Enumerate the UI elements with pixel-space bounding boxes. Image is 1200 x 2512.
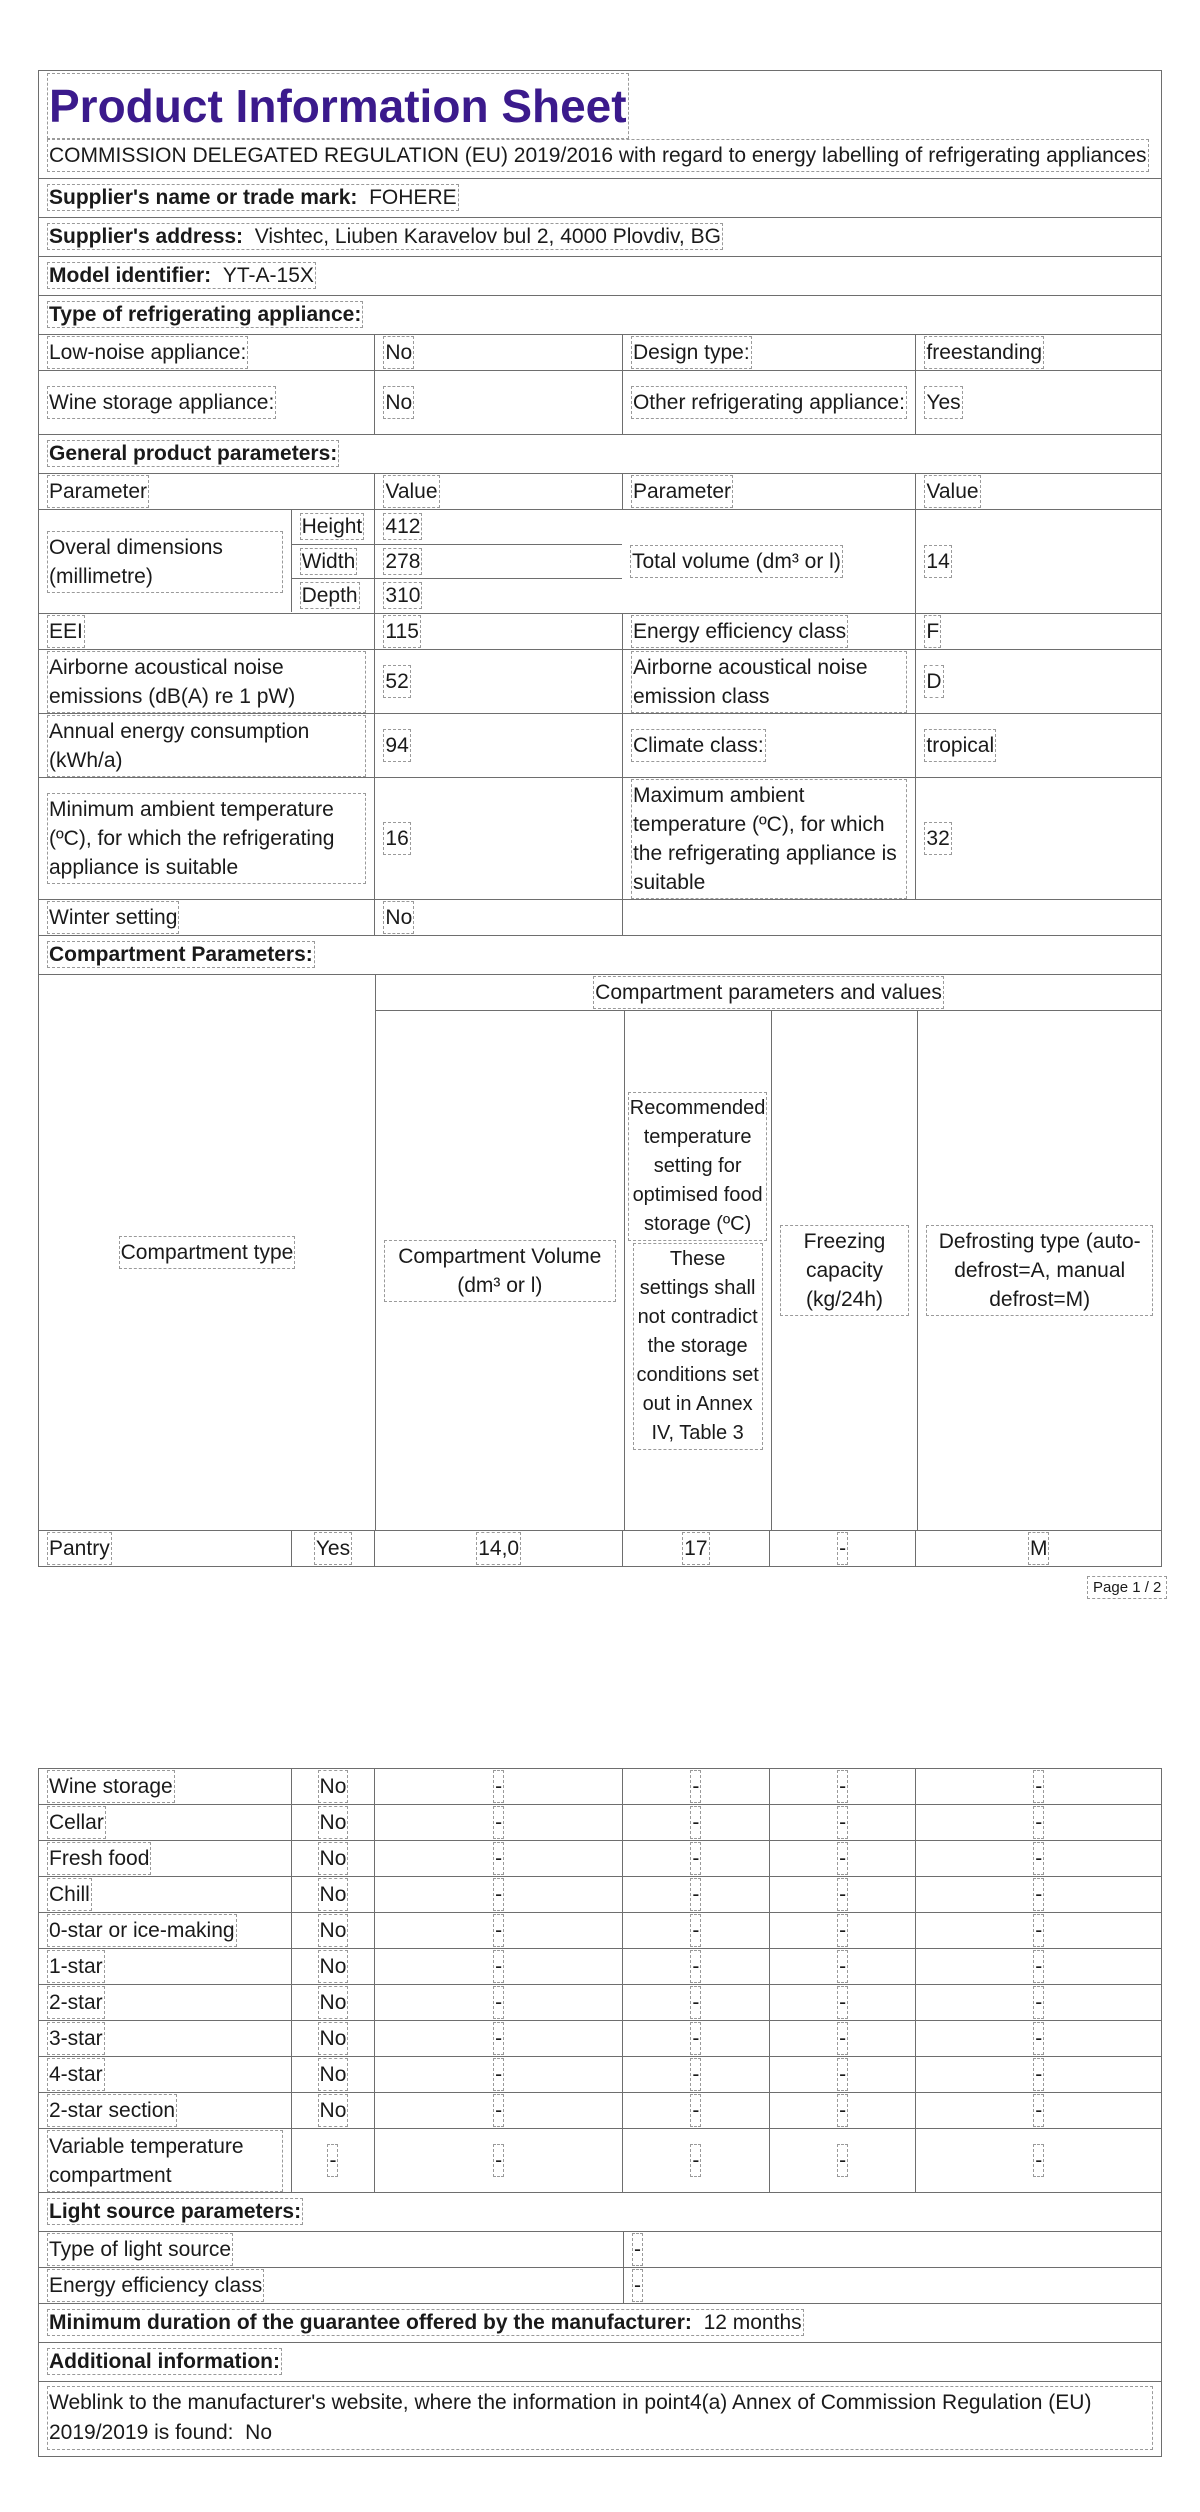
compartment-present: No	[320, 2060, 347, 2089]
compartment-type: 3-star	[49, 2024, 103, 2053]
depth-label: Depth	[301, 584, 358, 607]
compartment-temp: -	[692, 2096, 699, 2125]
compartment-freezing: -	[839, 2096, 846, 2125]
compartment-defrost: -	[1035, 1988, 1042, 2017]
col-parameter: Parameter	[49, 477, 147, 506]
col-temp-b: These settings shall not contradict the storage conditions set out in Annex IV, Table 3	[635, 1245, 761, 1448]
col-volume: Compartment Volume (dm³ or l)	[386, 1242, 614, 1300]
max-temp-label: Maximum ambient temperature (ºC), for which the refrigerating appliance is suitable	[633, 781, 905, 897]
compartment-volume: -	[495, 1844, 502, 1873]
annual-energy-label: Annual energy consumption (kWh/a)	[49, 717, 364, 775]
compartment-defrost: -	[1035, 1952, 1042, 1981]
general-header-row	[39, 474, 1161, 510]
compartment-type: 4-star	[49, 2060, 103, 2089]
energy-class-value: F	[926, 617, 939, 646]
winter-setting-row	[39, 900, 1161, 936]
model-label: Model identifier:	[49, 264, 212, 287]
compartment-type: 2-star	[49, 1988, 103, 2017]
wine-storage-row	[39, 371, 1161, 435]
compartment-present: No	[320, 2096, 347, 2125]
compartment-present: -	[329, 2146, 336, 2175]
noise-row	[39, 650, 1161, 714]
design-type-value: freestanding	[926, 338, 1042, 367]
page-title: Product Information Sheet	[49, 75, 627, 137]
compartment-type: 0-star or ice-making	[49, 1916, 235, 1945]
compartment-volume: -	[495, 1808, 502, 1837]
supplier-name-label: Supplier's name or trade mark:	[49, 186, 358, 209]
supplier-address-value: Vishtec, Liuben Karavelov bul 2, 4000 Plovdiv, BG	[254, 225, 721, 248]
dimensions-label: Overal dimensions (millimetre)	[49, 533, 281, 591]
other-appliance-label: Other refrigerating appliance:	[633, 388, 905, 417]
guarantee-label: Minimum duration of the guarantee offered by the manufacturer:	[49, 2311, 692, 2334]
table-row	[39, 2057, 1161, 2093]
ambient-temp-row	[39, 778, 1161, 900]
compartment-present: No	[320, 1988, 347, 2017]
compartment-volume: -	[495, 2024, 502, 2053]
width-label: Width	[301, 550, 356, 573]
compartment-temp: -	[692, 1952, 699, 1981]
additional-heading: Additional information:	[49, 2350, 280, 2373]
table-row	[39, 2021, 1161, 2057]
compartment-temp: 17	[684, 1534, 707, 1563]
light-class-value: -	[634, 2271, 641, 2300]
compartment-type: Wine storage	[49, 1772, 173, 1801]
compartment-temp: -	[692, 2060, 699, 2089]
compartment-defrost: -	[1035, 1844, 1042, 1873]
compartment-volume: -	[495, 1952, 502, 1981]
compartment-defrost: -	[1035, 1916, 1042, 1945]
regulation-text: COMMISSION DELEGATED REGULATION (EU) 2019/2016 with regard to energy labelling of refrigerating appliances	[49, 141, 1147, 170]
compartment-freezing: -	[839, 2024, 846, 2053]
compartment-freezing: -	[839, 1916, 846, 1945]
general-heading-row	[39, 435, 1161, 474]
col-value: Value	[385, 477, 437, 506]
weblink-text: Weblink to the manufacturer's website, where the information in point4(a) Annex of Commission Regulation (EU) 2019/2019 is found:	[49, 2391, 1092, 2444]
compartment-freezing: -	[839, 1534, 846, 1563]
wine-storage-value: No	[385, 388, 412, 417]
height-label: Height	[301, 515, 363, 538]
light-type-label: Type of light source	[49, 2235, 231, 2264]
light-heading: Light source parameters:	[49, 2200, 302, 2223]
info-sheet-page-1	[38, 70, 1162, 1567]
table-row	[39, 1913, 1161, 1949]
compartment-freezing: -	[839, 1772, 846, 1801]
col-parameter-2: Parameter	[633, 477, 731, 506]
col-freezing: Freezing capacity (kg/24h)	[782, 1227, 908, 1314]
col-value-2: Value	[926, 477, 978, 506]
compartment-temp: -	[692, 1808, 699, 1837]
model-value: YT-A-15X	[222, 264, 314, 287]
compartment-present: No	[320, 1844, 347, 1873]
general-heading: General product parameters:	[49, 442, 338, 465]
compartment-present: No	[320, 1772, 347, 1801]
compartment-defrost: -	[1035, 2096, 1042, 2125]
low-noise-row	[39, 335, 1161, 371]
compartment-present: No	[320, 2024, 347, 2053]
compartment-type: Fresh food	[49, 1844, 149, 1873]
table-row	[39, 2093, 1161, 2129]
compartment-type: Pantry	[49, 1534, 110, 1563]
max-temp-value: 32	[926, 824, 949, 853]
depth-value: 310	[385, 584, 421, 607]
table-row	[39, 1805, 1161, 1841]
light-type-value: -	[634, 2235, 641, 2264]
col-temp-a: Recommended temperature setting for optimised food storage (ºC)	[630, 1094, 766, 1239]
design-type-label: Design type:	[633, 338, 750, 367]
compartment-temp: -	[692, 1844, 699, 1873]
total-volume-label: Total volume (dm³ or l)	[632, 547, 841, 576]
compartment-freezing: -	[839, 2146, 846, 2175]
compartment-volume: -	[495, 2146, 502, 2175]
supplier-name-row	[39, 179, 1161, 218]
min-temp-value: 16	[385, 824, 408, 853]
dimensions-row	[39, 510, 1161, 614]
compartment-type: Variable temperature compartment	[49, 2132, 281, 2190]
total-volume-value: 14	[926, 547, 949, 576]
weblink-row	[39, 2382, 1161, 2457]
noise-label: Airborne acoustical noise emissions (dB(A) re 1 pW)	[49, 653, 364, 711]
annual-energy-row	[39, 714, 1161, 778]
table-row	[39, 2129, 1161, 2193]
compartment-defrost: -	[1035, 2060, 1042, 2089]
eei-value: 115	[385, 617, 418, 646]
compartment-volume: -	[495, 1988, 502, 2017]
width-value: 278	[385, 550, 421, 573]
compartment-freezing: -	[839, 1952, 846, 1981]
climate-class-label: Climate class:	[633, 731, 764, 760]
compartment-temp: -	[692, 1916, 699, 1945]
compartment-present: No	[320, 1916, 347, 1945]
additional-heading-row	[39, 2343, 1161, 2382]
compartment-defrost: -	[1035, 1880, 1042, 1909]
compartment-defrost: M	[1030, 1534, 1048, 1563]
table-row	[39, 1769, 1161, 1805]
compartment-header-row	[39, 975, 1161, 1531]
annual-energy-value: 94	[385, 731, 408, 760]
supplier-address-label: Supplier's address:	[49, 225, 244, 248]
compartment-type: 1-star	[49, 1952, 103, 1981]
compartment-defrost: -	[1035, 1772, 1042, 1801]
noise-class-value: D	[926, 667, 941, 696]
light-class-label: Energy efficiency class	[49, 2271, 262, 2300]
compartment-heading-row	[39, 936, 1161, 975]
eei-row	[39, 614, 1161, 650]
climate-class-value: tropical	[926, 731, 994, 760]
table-row	[39, 1841, 1161, 1877]
guarantee-row	[39, 2304, 1161, 2343]
col-group-header: Compartment parameters and values	[595, 978, 942, 1007]
compartment-temp: -	[692, 1880, 699, 1909]
compartment-present: No	[320, 1808, 347, 1837]
winter-setting-value: No	[385, 903, 412, 932]
winter-setting-label: Winter setting	[49, 903, 177, 932]
compartment-volume: -	[495, 1880, 502, 1909]
wine-storage-label: Wine storage appliance:	[49, 388, 274, 417]
compartment-heading: Compartment Parameters:	[49, 943, 313, 966]
eei-label: EEI	[49, 617, 83, 646]
compartment-volume: -	[495, 2060, 502, 2089]
compartment-temp: -	[692, 2146, 699, 2175]
compartment-volume: 14,0	[478, 1534, 519, 1563]
compartment-freezing: -	[839, 1880, 846, 1909]
energy-class-label: Energy efficiency class	[633, 617, 846, 646]
col-compartment-type: Compartment type	[121, 1238, 294, 1267]
min-temp-label: Minimum ambient temperature (ºC), for which the refrigerating appliance is suitable	[49, 795, 364, 882]
light-class-row	[39, 2268, 1161, 2304]
table-row	[39, 1877, 1161, 1913]
col-defrost: Defrosting type (auto-defrost=A, manual defrost=M)	[928, 1227, 1151, 1314]
compartment-present: No	[320, 1880, 347, 1909]
compartment-temp: -	[692, 1988, 699, 2017]
compartment-type: Cellar	[49, 1808, 104, 1837]
light-heading-row	[39, 2193, 1161, 2232]
compartment-defrost: -	[1035, 2146, 1042, 2175]
compartment-present: Yes	[316, 1534, 350, 1563]
compartment-volume: -	[495, 1772, 502, 1801]
compartment-present: No	[320, 1952, 347, 1981]
compartment-temp: -	[692, 2024, 699, 2053]
noise-class-label: Airborne acoustical noise emission class	[633, 653, 905, 711]
table-row	[39, 1531, 1161, 1567]
other-appliance-value: Yes	[926, 388, 960, 417]
compartment-freezing: -	[839, 2060, 846, 2089]
info-sheet-page-2	[38, 1768, 1162, 2457]
compartment-freezing: -	[839, 1844, 846, 1873]
type-heading-row	[39, 296, 1161, 335]
type-heading: Type of refrigerating appliance:	[49, 303, 362, 326]
height-value: 412	[385, 515, 421, 538]
compartment-volume: -	[495, 2096, 502, 2125]
compartment-defrost: -	[1035, 2024, 1042, 2053]
weblink-value: No	[245, 2421, 273, 2444]
compartment-freezing: -	[839, 1808, 846, 1837]
compartment-defrost: -	[1035, 1808, 1042, 1837]
light-type-row	[39, 2232, 1161, 2268]
compartment-temp: -	[692, 1772, 699, 1801]
supplier-address-row	[39, 218, 1161, 257]
compartment-type: 2-star section	[49, 2096, 175, 2125]
low-noise-value: No	[385, 338, 412, 367]
compartment-freezing: -	[839, 1988, 846, 2017]
title-block	[39, 71, 1161, 179]
table-row	[39, 1949, 1161, 1985]
page-number: Page 1 / 2	[1089, 1578, 1165, 1597]
compartment-volume: -	[495, 1916, 502, 1945]
guarantee-value: 12 months	[703, 2311, 802, 2334]
low-noise-label: Low-noise appliance:	[49, 338, 246, 367]
compartment-type: Chill	[49, 1880, 90, 1909]
model-row	[39, 257, 1161, 296]
supplier-name-value: FOHERE	[369, 186, 457, 209]
noise-value: 52	[385, 667, 408, 696]
table-row	[39, 1985, 1161, 2021]
